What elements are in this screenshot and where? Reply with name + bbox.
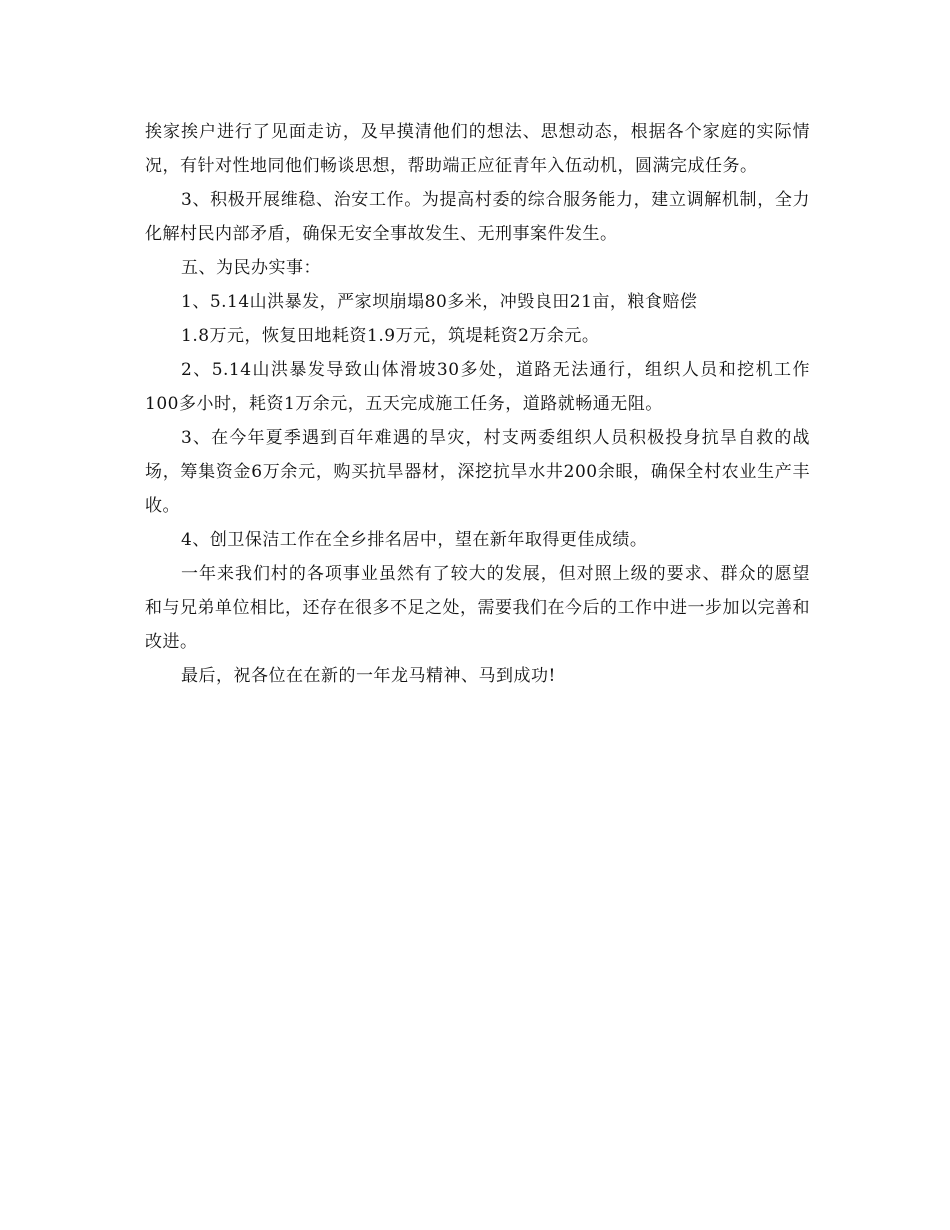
paragraph-flood-collapse: 1、5.14山洪暴发，严家坝崩塌80多米，冲毁良田21亩，粮食赔偿 (181, 292, 698, 312)
paragraph-year-summary: 一年来我们村的各项事业虽然有了较大的发展，但对照上级的要求、群众的愿望和与兄弟单位相比，还存在很多不足之处，需要我们在今后的工作中进一步加以完善和改进。 (145, 564, 810, 652)
paragraph-closing-wishes: 最后，祝各位在在新的一年龙马精神、马到成功! (181, 666, 556, 686)
paragraph-flood-costs: 1.8万元，恢复田地耗资1.9万元，筑堤耗资2万余元。 (181, 326, 600, 346)
document-body (145, 115, 810, 693)
paragraph-drought-relief: 3、在今年夏季遇到百年难遇的旱灾，村支两委组织人员积极投身抗旱自救的战场，筹集资金6万余元，购买抗旱器材，深挖抗旱水井200余眼，确保全村农业生产丰收。 (145, 428, 810, 516)
paragraph-visit-recruits: 挨家挨户进行了见面走访，及早摸清他们的想法、思想动态，根据各个家庭的实际情况，有针对性地同他们畅谈思想，帮助端正应征青年入伍动机，圆满完成任务。 (145, 122, 810, 176)
section-heading-practical-matters: 五、为民办实事： (181, 258, 321, 278)
paragraph-stability-security: 3、积极开展维稳、治安工作。为提高村委的综合服务能力，建立调解机制，全力化解村民内部矛盾，确保无安全事故发生、无刑事案件发生。 (145, 190, 810, 244)
paragraph-sanitation-ranking: 4、创卫保洁工作在全乡排名居中，望在新年取得更佳成绩。 (181, 530, 648, 550)
paragraph-landslide-roads: 2、5.14山洪暴发导致山体滑坡30多处，道路无法通行，组织人员和挖机工作100多小时，耗资1万余元，五天完成施工任务，道路就畅通无阻。 (145, 360, 810, 414)
